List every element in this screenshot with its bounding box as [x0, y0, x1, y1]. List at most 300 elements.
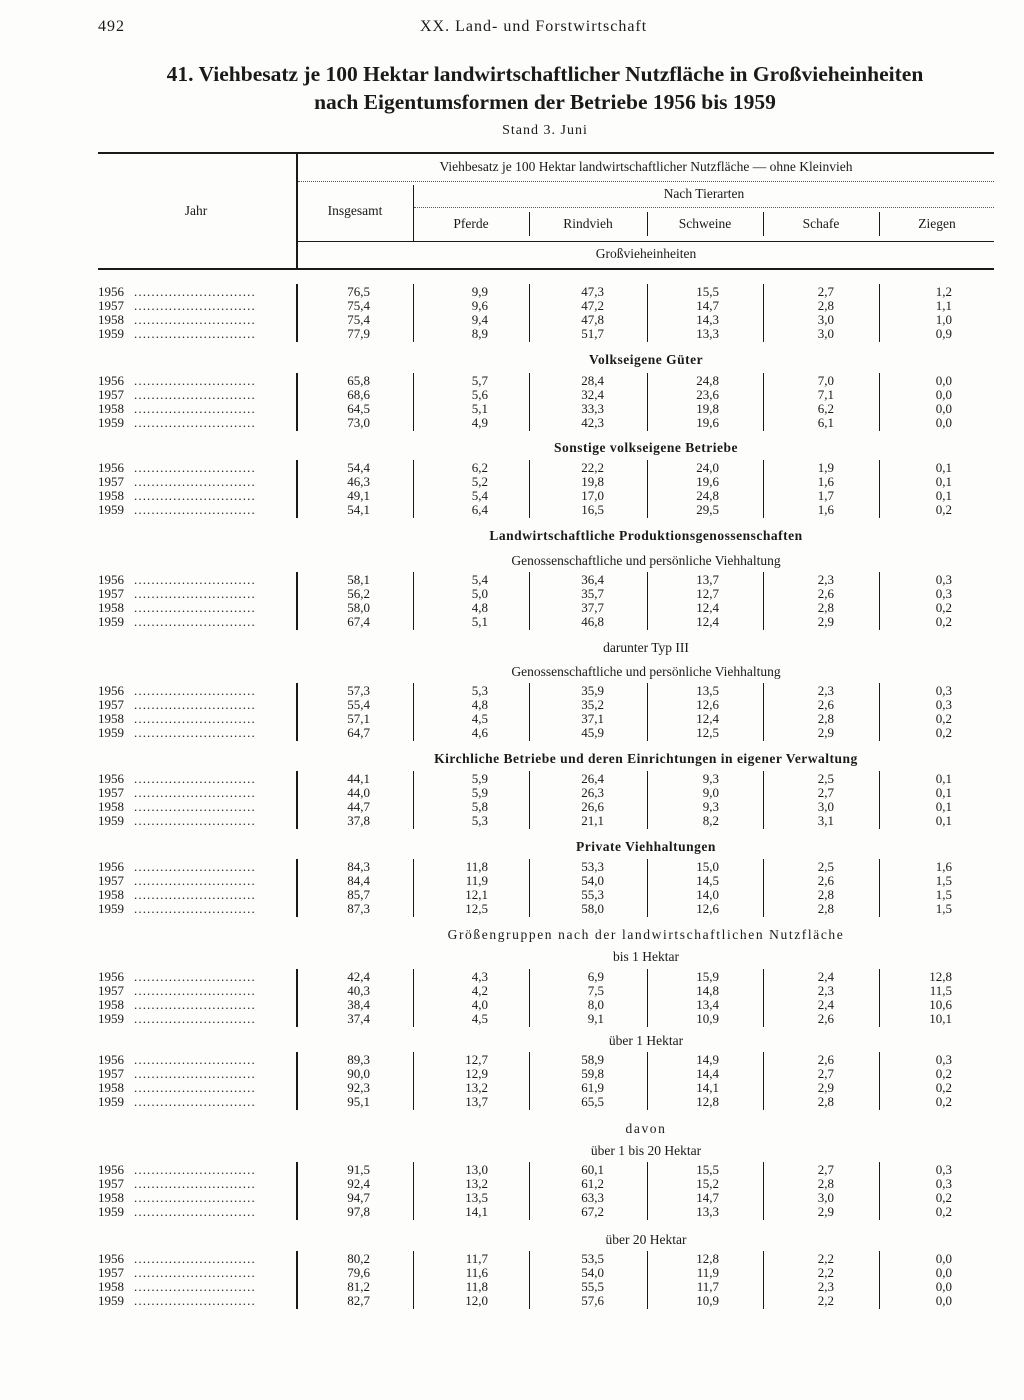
schweine-cell: 14,5 [696, 873, 719, 888]
rindvieh-cell: 47,2 [581, 298, 604, 313]
pferde-cell: 9,9 [471, 284, 488, 299]
pferde-cell: 11,9 [465, 873, 488, 888]
leader-dots: ............................ [134, 1205, 256, 1219]
table-row [0, 786, 1024, 800]
leader-dots: ............................ [134, 601, 256, 615]
header-unit: Großvieheinheiten [595, 246, 697, 261]
pferde-cell: 4,2 [471, 983, 488, 998]
year-cell: 1957 [98, 586, 124, 601]
schafe-cell: 2,9 [817, 614, 834, 629]
ziegen-cell: 0,0 [935, 415, 952, 430]
schafe-cell: 6,2 [817, 401, 834, 416]
pferde-cell: 12,5 [465, 901, 488, 916]
pferde-cell: 9,4 [471, 312, 488, 327]
insgesamt-cell: 94,7 [347, 1190, 370, 1205]
schweine-cell: 11,7 [696, 1279, 719, 1294]
table-row [0, 285, 1024, 299]
leader-dots: ............................ [134, 1177, 256, 1191]
schweine-cell: 24,8 [696, 373, 719, 388]
insgesamt-cell: 37,8 [347, 813, 370, 828]
year-cell: 1959 [98, 901, 124, 916]
table-row [0, 1280, 1024, 1294]
schafe-cell: 3,0 [817, 326, 834, 341]
schweine-cell: 14,7 [696, 1190, 719, 1205]
ziegen-cell: 0,2 [935, 711, 952, 726]
leader-dots: ............................ [134, 860, 256, 874]
schafe-cell: 2,8 [817, 711, 834, 726]
table-row [0, 1177, 1024, 1191]
insgesamt-cell: 84,3 [347, 859, 370, 874]
leader-dots: ............................ [134, 786, 256, 800]
schweine-cell: 15,5 [696, 284, 719, 299]
schafe-cell: 3,0 [817, 1190, 834, 1205]
pferde-cell: 13,0 [465, 1162, 488, 1177]
table-top-rule [98, 152, 994, 154]
leader-dots: ............................ [134, 684, 256, 698]
pferde-cell: 5,2 [471, 474, 488, 489]
table-row [0, 615, 1024, 629]
insgesamt-cell: 67,4 [347, 614, 370, 629]
schafe-cell: 2,3 [817, 572, 834, 587]
pferde-cell: 5,1 [471, 401, 488, 416]
header-bottom-rule [98, 268, 994, 270]
pferde-cell: 11,8 [465, 1279, 488, 1294]
schweine-cell: 19,8 [696, 401, 719, 416]
ziegen-cell: 0,3 [935, 572, 952, 587]
leader-dots: ............................ [134, 1252, 256, 1266]
section-heading: Volkseigene Güter [588, 352, 704, 367]
schweine-cell: 13,4 [696, 997, 719, 1012]
leader-dots: ............................ [134, 503, 256, 517]
year-cell: 1958 [98, 887, 124, 902]
insgesamt-cell: 92,4 [347, 1176, 370, 1191]
insgesamt-cell: 55,4 [347, 697, 370, 712]
schweine-cell: 13,5 [696, 683, 719, 698]
rindvieh-cell: 26,4 [581, 771, 604, 786]
schafe-cell: 2,4 [817, 997, 834, 1012]
insgesamt-cell: 89,3 [347, 1052, 370, 1067]
header-schweine: Schweine [678, 216, 732, 231]
pferde-cell: 5,4 [471, 488, 488, 503]
insgesamt-cell: 58,1 [347, 572, 370, 587]
table-row [0, 461, 1024, 475]
ziegen-cell: 1,6 [935, 859, 952, 874]
table-row [0, 684, 1024, 698]
year-cell: 1957 [98, 474, 124, 489]
rindvieh-cell: 55,3 [581, 887, 604, 902]
ziegen-cell: 0,0 [935, 373, 952, 388]
ziegen-cell: 0,9 [935, 326, 952, 341]
table-row [0, 970, 1024, 984]
insgesamt-cell: 44,7 [347, 799, 370, 814]
schafe-cell: 2,2 [817, 1293, 834, 1308]
schweine-cell: 9,3 [702, 799, 719, 814]
insgesamt-cell: 46,3 [347, 474, 370, 489]
insgesamt-cell: 42,4 [347, 969, 370, 984]
schweine-cell: 12,4 [696, 600, 719, 615]
rindvieh-cell: 16,5 [581, 502, 604, 517]
table-row [0, 698, 1024, 712]
schweine-cell: 15,9 [696, 969, 719, 984]
schafe-cell: 1,7 [817, 488, 834, 503]
header-rindvieh: Rindvieh [563, 216, 613, 231]
rindvieh-cell: 9,1 [587, 1011, 604, 1026]
section-heading: über 1 Hektar [608, 1033, 684, 1048]
ziegen-cell: 0,2 [935, 1066, 952, 1081]
pferde-cell: 4,6 [471, 725, 488, 740]
ziegen-cell: 0,0 [935, 387, 952, 402]
table-row [0, 388, 1024, 402]
ziegen-cell: 1,5 [935, 901, 952, 916]
schafe-cell: 2,7 [817, 1162, 834, 1177]
insgesamt-cell: 81,2 [347, 1279, 370, 1294]
schweine-cell: 10,9 [696, 1293, 719, 1308]
schweine-cell: 12,4 [696, 711, 719, 726]
pferde-cell: 8,9 [471, 326, 488, 341]
schafe-cell: 7,0 [817, 373, 834, 388]
ziegen-cell: 0,3 [935, 1052, 952, 1067]
schweine-cell: 14,8 [696, 983, 719, 998]
year-cell: 1956 [98, 1251, 124, 1266]
header-nach-tierarten: Nach Tierarten [663, 186, 745, 201]
table-row [0, 860, 1024, 874]
leader-dots: ............................ [134, 726, 256, 740]
ziegen-cell: 0,2 [935, 1094, 952, 1109]
schafe-cell: 3,0 [817, 312, 834, 327]
insgesamt-cell: 82,7 [347, 1293, 370, 1308]
schafe-cell: 2,7 [817, 284, 834, 299]
schafe-cell: 2,9 [817, 1080, 834, 1095]
section-heading: bis 1 Hektar [613, 949, 679, 964]
schweine-cell: 12,8 [696, 1094, 719, 1109]
year-cell: 1956 [98, 771, 124, 786]
header-dotted-rule-2 [414, 207, 994, 208]
table-row [0, 1266, 1024, 1280]
schweine-cell: 14,9 [696, 1052, 719, 1067]
header-jahr: Jahr [184, 203, 208, 218]
insgesamt-cell: 54,4 [347, 460, 370, 475]
rindvieh-cell: 42,3 [581, 415, 604, 430]
pferde-cell: 13,2 [465, 1080, 488, 1095]
rindvieh-cell: 57,6 [581, 1293, 604, 1308]
leader-dots: ............................ [134, 416, 256, 430]
leader-dots: ............................ [134, 814, 256, 828]
schafe-cell: 2,3 [817, 983, 834, 998]
leader-dots: ............................ [134, 313, 256, 327]
rindvieh-cell: 35,2 [581, 697, 604, 712]
section-heading: davon [625, 1121, 667, 1136]
ziegen-cell: 0,2 [935, 614, 952, 629]
pferde-cell: 9,6 [471, 298, 488, 313]
schweine-cell: 9,0 [702, 785, 719, 800]
table-row [0, 772, 1024, 786]
year-cell: 1958 [98, 1080, 124, 1095]
year-cell: 1956 [98, 683, 124, 698]
rindvieh-cell: 45,9 [581, 725, 604, 740]
year-cell: 1958 [98, 799, 124, 814]
rindvieh-cell: 7,5 [587, 983, 604, 998]
pferde-cell: 5,9 [471, 771, 488, 786]
ziegen-cell: 12,8 [929, 969, 952, 984]
leader-dots: ............................ [134, 712, 256, 726]
insgesamt-cell: 95,1 [347, 1094, 370, 1109]
schafe-cell: 2,5 [817, 771, 834, 786]
schafe-cell: 2,6 [817, 1011, 834, 1026]
year-cell: 1959 [98, 1204, 124, 1219]
schweine-cell: 10,9 [696, 1011, 719, 1026]
stand-date: Stand 3. Juni [502, 123, 588, 138]
insgesamt-cell: 77,9 [347, 326, 370, 341]
leader-dots: ............................ [134, 984, 256, 998]
leader-dots: ............................ [134, 299, 256, 313]
ziegen-cell: 0,1 [935, 488, 952, 503]
rindvieh-cell: 26,6 [581, 799, 604, 814]
year-cell: 1958 [98, 1279, 124, 1294]
schafe-cell: 2,6 [817, 586, 834, 601]
year-cell: 1956 [98, 572, 124, 587]
pferde-cell: 6,2 [471, 460, 488, 475]
year-cell: 1959 [98, 1011, 124, 1026]
pferde-cell: 4,8 [471, 697, 488, 712]
insgesamt-cell: 56,2 [347, 586, 370, 601]
schafe-cell: 2,4 [817, 969, 834, 984]
schafe-cell: 1,6 [817, 474, 834, 489]
section-heading: darunter Typ III [603, 640, 689, 655]
schweine-cell: 8,2 [702, 813, 719, 828]
schafe-cell: 2,8 [817, 887, 834, 902]
ziegen-cell: 0,1 [935, 813, 952, 828]
ziegen-cell: 1,2 [935, 284, 952, 299]
insgesamt-cell: 40,3 [347, 983, 370, 998]
schweine-cell: 13,7 [696, 572, 719, 587]
leader-dots: ............................ [134, 388, 256, 402]
insgesamt-cell: 64,5 [347, 401, 370, 416]
year-cell: 1959 [98, 813, 124, 828]
schweine-cell: 12,5 [696, 725, 719, 740]
ziegen-cell: 0,3 [935, 1162, 952, 1177]
schweine-cell: 13,3 [696, 1204, 719, 1219]
leader-dots: ............................ [134, 800, 256, 814]
leader-dots: ............................ [134, 285, 256, 299]
schweine-cell: 12,4 [696, 614, 719, 629]
rindvieh-cell: 51,7 [581, 326, 604, 341]
rindvieh-cell: 61,9 [581, 1080, 604, 1095]
rindvieh-cell: 26,3 [581, 785, 604, 800]
ziegen-cell: 10,1 [929, 1011, 952, 1026]
leader-dots: ............................ [134, 1280, 256, 1294]
year-cell: 1959 [98, 1094, 124, 1109]
table-row [0, 416, 1024, 430]
schweine-cell: 14,7 [696, 298, 719, 313]
year-cell: 1959 [98, 725, 124, 740]
header-span: Viehbesatz je 100 Hektar landwirtschaftlicher Nutzfläche — ohne Kleinvieh [439, 159, 853, 174]
leader-dots: ............................ [134, 1163, 256, 1177]
table-row [0, 814, 1024, 828]
year-cell: 1957 [98, 387, 124, 402]
table-row [0, 888, 1024, 902]
insgesamt-cell: 97,8 [347, 1204, 370, 1219]
year-cell: 1958 [98, 1190, 124, 1205]
rindvieh-cell: 37,7 [581, 600, 604, 615]
year-cell: 1956 [98, 1052, 124, 1067]
insgesamt-cell: 54,1 [347, 502, 370, 517]
page-number: 492 [98, 18, 125, 35]
insgesamt-cell: 49,1 [347, 488, 370, 503]
pferde-cell: 5,7 [471, 373, 488, 388]
insgesamt-cell: 68,6 [347, 387, 370, 402]
header-schafe: Schafe [802, 216, 840, 231]
insgesamt-cell: 90,0 [347, 1066, 370, 1081]
rindvieh-cell: 36,4 [581, 572, 604, 587]
rindvieh-cell: 46,8 [581, 614, 604, 629]
leader-dots: ............................ [134, 1053, 256, 1067]
schweine-cell: 14,3 [696, 312, 719, 327]
table-row [0, 1053, 1024, 1067]
rindvieh-cell: 67,2 [581, 1204, 604, 1219]
year-cell: 1958 [98, 600, 124, 615]
schweine-cell: 9,3 [702, 771, 719, 786]
section-heading: Sonstige volkseigene Betriebe [554, 440, 738, 455]
schweine-cell: 19,6 [696, 415, 719, 430]
pferde-cell: 5,1 [471, 614, 488, 629]
year-cell: 1958 [98, 312, 124, 327]
rindvieh-cell: 53,5 [581, 1251, 604, 1266]
pferde-cell: 14,1 [465, 1204, 488, 1219]
pferde-cell: 13,7 [465, 1094, 488, 1109]
year-cell: 1957 [98, 697, 124, 712]
ziegen-cell: 0,2 [935, 1204, 952, 1219]
year-cell: 1956 [98, 1162, 124, 1177]
insgesamt-cell: 44,1 [347, 771, 370, 786]
year-cell: 1956 [98, 969, 124, 984]
ziegen-cell: 0,1 [935, 460, 952, 475]
schweine-cell: 14,0 [696, 887, 719, 902]
ziegen-cell: 0,1 [935, 799, 952, 814]
ziegen-cell: 0,0 [935, 401, 952, 416]
leader-dots: ............................ [134, 573, 256, 587]
table-title-line-1: 41. Viehbesatz je 100 Hektar landwirtschaftlicher Nutzfläche in Großvieheinheiten [166, 62, 924, 86]
pferde-cell: 5,4 [471, 572, 488, 587]
pferde-cell: 4,5 [471, 711, 488, 726]
leader-dots: ............................ [134, 698, 256, 712]
leader-dots: ............................ [134, 489, 256, 503]
section-heading: über 1 bis 20 Hektar [590, 1143, 702, 1158]
ziegen-cell: 10,6 [929, 997, 952, 1012]
leader-dots: ............................ [134, 1191, 256, 1205]
pferde-cell: 5,3 [471, 683, 488, 698]
schweine-cell: 12,8 [696, 1251, 719, 1266]
table-row [0, 1081, 1024, 1095]
schafe-cell: 7,1 [817, 387, 834, 402]
pferde-cell: 11,7 [465, 1251, 488, 1266]
table-row [0, 313, 1024, 327]
table-row [0, 998, 1024, 1012]
table-row [0, 874, 1024, 888]
leader-dots: ............................ [134, 1294, 256, 1308]
schweine-cell: 15,2 [696, 1176, 719, 1191]
ziegen-cell: 0,2 [935, 502, 952, 517]
schafe-cell: 2,3 [817, 1279, 834, 1294]
leader-dots: ............................ [134, 475, 256, 489]
schafe-cell: 2,2 [817, 1251, 834, 1266]
leader-dots: ............................ [134, 615, 256, 629]
year-cell: 1959 [98, 502, 124, 517]
pferde-cell: 5,8 [471, 799, 488, 814]
section-heading: über 20 Hektar [605, 1232, 687, 1247]
schweine-cell: 11,9 [696, 1265, 719, 1280]
insgesamt-cell: 85,7 [347, 887, 370, 902]
insgesamt-cell: 57,1 [347, 711, 370, 726]
ziegen-cell: 1,1 [935, 298, 952, 313]
leader-dots: ............................ [134, 902, 256, 916]
leader-dots: ............................ [134, 587, 256, 601]
schweine-cell: 15,5 [696, 1162, 719, 1177]
header-insgesamt: Insgesamt [327, 203, 383, 218]
schweine-cell: 29,5 [696, 502, 719, 517]
leader-dots: ............................ [134, 461, 256, 475]
leader-dots: ............................ [134, 1266, 256, 1280]
leader-dots: ............................ [134, 888, 256, 902]
insgesamt-cell: 87,3 [347, 901, 370, 916]
pferde-cell: 4,3 [471, 969, 488, 984]
schafe-cell: 2,8 [817, 600, 834, 615]
schweine-cell: 12,7 [696, 586, 719, 601]
insgesamt-cell: 80,2 [347, 1251, 370, 1266]
schweine-cell: 12,6 [696, 901, 719, 916]
leader-dots: ............................ [134, 998, 256, 1012]
schafe-cell: 6,1 [817, 415, 834, 430]
schafe-cell: 2,2 [817, 1265, 834, 1280]
rindvieh-cell: 19,8 [581, 474, 604, 489]
insgesamt-cell: 57,3 [347, 683, 370, 698]
table-row [0, 573, 1024, 587]
schafe-cell: 1,9 [817, 460, 834, 475]
section-heading: Genossenschaftliche und persönliche Viehhaltung [511, 664, 781, 679]
ziegen-cell: 0,1 [935, 474, 952, 489]
schafe-cell: 2,8 [817, 1176, 834, 1191]
year-cell: 1959 [98, 326, 124, 341]
rindvieh-cell: 55,5 [581, 1279, 604, 1294]
rindvieh-cell: 58,9 [581, 1052, 604, 1067]
table-row [0, 1163, 1024, 1177]
section-heading: Größengruppen nach der landwirtschaftlichen Nutzfläche [447, 927, 845, 942]
schafe-cell: 2,7 [817, 785, 834, 800]
insgesamt-cell: 92,3 [347, 1080, 370, 1095]
rindvieh-cell: 6,9 [587, 969, 604, 984]
schweine-cell: 12,6 [696, 697, 719, 712]
section-heading: Genossenschaftliche und persönliche Viehhaltung [511, 553, 781, 568]
rindvieh-cell: 35,9 [581, 683, 604, 698]
header-dotted-rule-1 [298, 181, 994, 182]
table-row [0, 1205, 1024, 1219]
ziegen-cell: 0,1 [935, 771, 952, 786]
table-row [0, 299, 1024, 313]
year-cell: 1957 [98, 873, 124, 888]
schafe-cell: 2,8 [817, 298, 834, 313]
ziegen-cell: 11,5 [929, 983, 952, 998]
pferde-cell: 6,4 [471, 502, 488, 517]
table-row [0, 402, 1024, 416]
schweine-cell: 24,8 [696, 488, 719, 503]
schafe-cell: 3,0 [817, 799, 834, 814]
insgesamt-cell: 37,4 [347, 1011, 370, 1026]
schweine-cell: 13,3 [696, 326, 719, 341]
rindvieh-cell: 54,0 [581, 1265, 604, 1280]
rindvieh-cell: 47,8 [581, 312, 604, 327]
schafe-cell: 2,9 [817, 1204, 834, 1219]
pferde-cell: 4,9 [471, 415, 488, 430]
rindvieh-cell: 47,3 [581, 284, 604, 299]
